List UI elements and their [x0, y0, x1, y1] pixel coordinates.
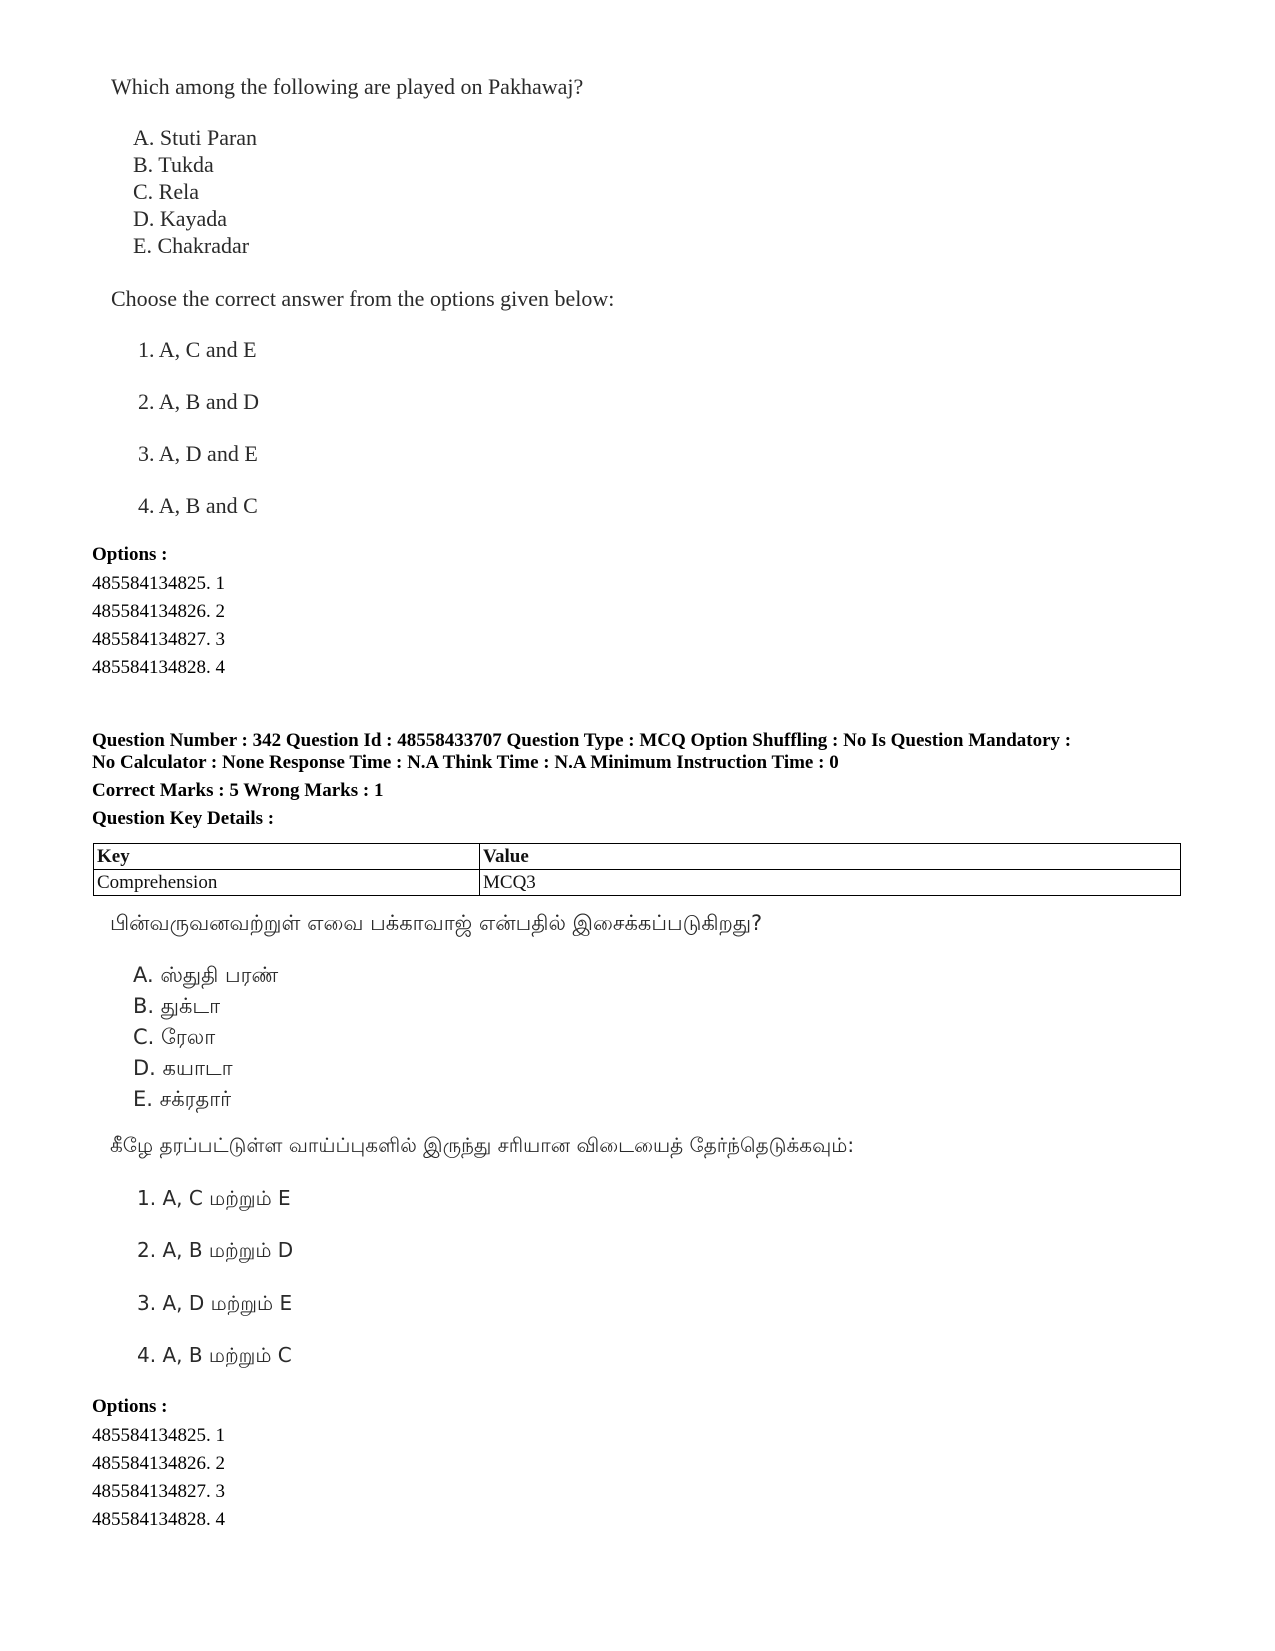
- choice-item: 1. A, C மற்றும் E: [137, 1186, 291, 1210]
- instruction-text-tamil: கீழே தரப்பட்டுள்ள வாய்ப்புகளில் இருந்து சரியான விடையைத் தேர்ந்தெடுக்கவும்:: [110, 1133, 855, 1157]
- options-label: Options :: [92, 544, 168, 565]
- statement-item: A. ஸ்துதி பரண்: [133, 963, 279, 987]
- statement-item: C. Rela: [133, 179, 199, 204]
- statement-item: A. Stuti Paran: [133, 125, 258, 150]
- key-details-label: Question Key Details :: [92, 808, 275, 829]
- option-id: 485584134827. 3: [92, 1481, 225, 1502]
- statement-item: B. Tukda: [133, 152, 214, 177]
- option-id: 485584134826. 2: [92, 1453, 225, 1474]
- choice-item: 3. A, D மற்றும் E: [137, 1291, 293, 1315]
- key-details-table: [93, 843, 1181, 896]
- statement-list-tamil: [133, 960, 278, 1115]
- option-id: 485584134828. 4: [92, 1509, 225, 1530]
- choice-item: 3. A, D and E: [138, 441, 258, 466]
- options-list: [92, 570, 225, 682]
- option-id: 485584134825. 1: [92, 1425, 225, 1446]
- table-row: [94, 870, 1181, 896]
- choice-item: 4. A, B மற்றும் C: [137, 1343, 292, 1367]
- option-id: 485584134825. 1: [92, 573, 225, 594]
- choice-item: 2. A, B and D: [138, 389, 259, 414]
- question-meta-line-1: Question Number : 342 Question Id : 48558433707 Question Type : MCQ Option Shuffling : No Is Question Mandatory :: [92, 730, 1072, 751]
- table-header-row: [94, 844, 1181, 870]
- option-id: 485584134828. 4: [92, 657, 225, 678]
- statement-item: E. Chakradar: [133, 233, 250, 258]
- table-cell-value: MCQ3: [480, 870, 1181, 896]
- statement-item: D. Kayada: [133, 206, 228, 231]
- statement-item: D. கயாடா: [133, 1056, 233, 1080]
- options-label: Options :: [92, 1396, 168, 1417]
- question-text-tamil: பின்வருவனவற்றுள் எவை பக்காவாஜ் என்பதில் இசைக்கப்படுகிறது?: [110, 911, 763, 935]
- statement-item: E. சக்ரதார்: [133, 1087, 232, 1111]
- option-id: 485584134826. 2: [92, 601, 225, 622]
- options-list: [92, 1422, 225, 1534]
- table-header-value: Value: [480, 844, 1181, 870]
- marks-line: Correct Marks : 5 Wrong Marks : 1: [92, 780, 384, 801]
- table-cell-key: Comprehension: [94, 870, 480, 896]
- choice-item: 1. A, C and E: [138, 337, 257, 362]
- statement-list-english: [133, 124, 257, 259]
- question-text-english: Which among the following are played on Pakhawaj?: [111, 74, 584, 99]
- option-id: 485584134827. 3: [92, 629, 225, 650]
- table-header-key: Key: [94, 844, 480, 870]
- statement-item: B. துக்டா: [133, 994, 221, 1018]
- instruction-text-english: Choose the correct answer from the options given below:: [111, 286, 615, 311]
- choice-item: 2. A, B மற்றும் D: [137, 1238, 294, 1262]
- choice-item: 4. A, B and C: [138, 493, 258, 518]
- statement-item: C. ரேலா: [133, 1025, 216, 1049]
- question-meta-line-2: No Calculator : None Response Time : N.A Think Time : N.A Minimum Instruction Time : 0: [92, 752, 839, 773]
